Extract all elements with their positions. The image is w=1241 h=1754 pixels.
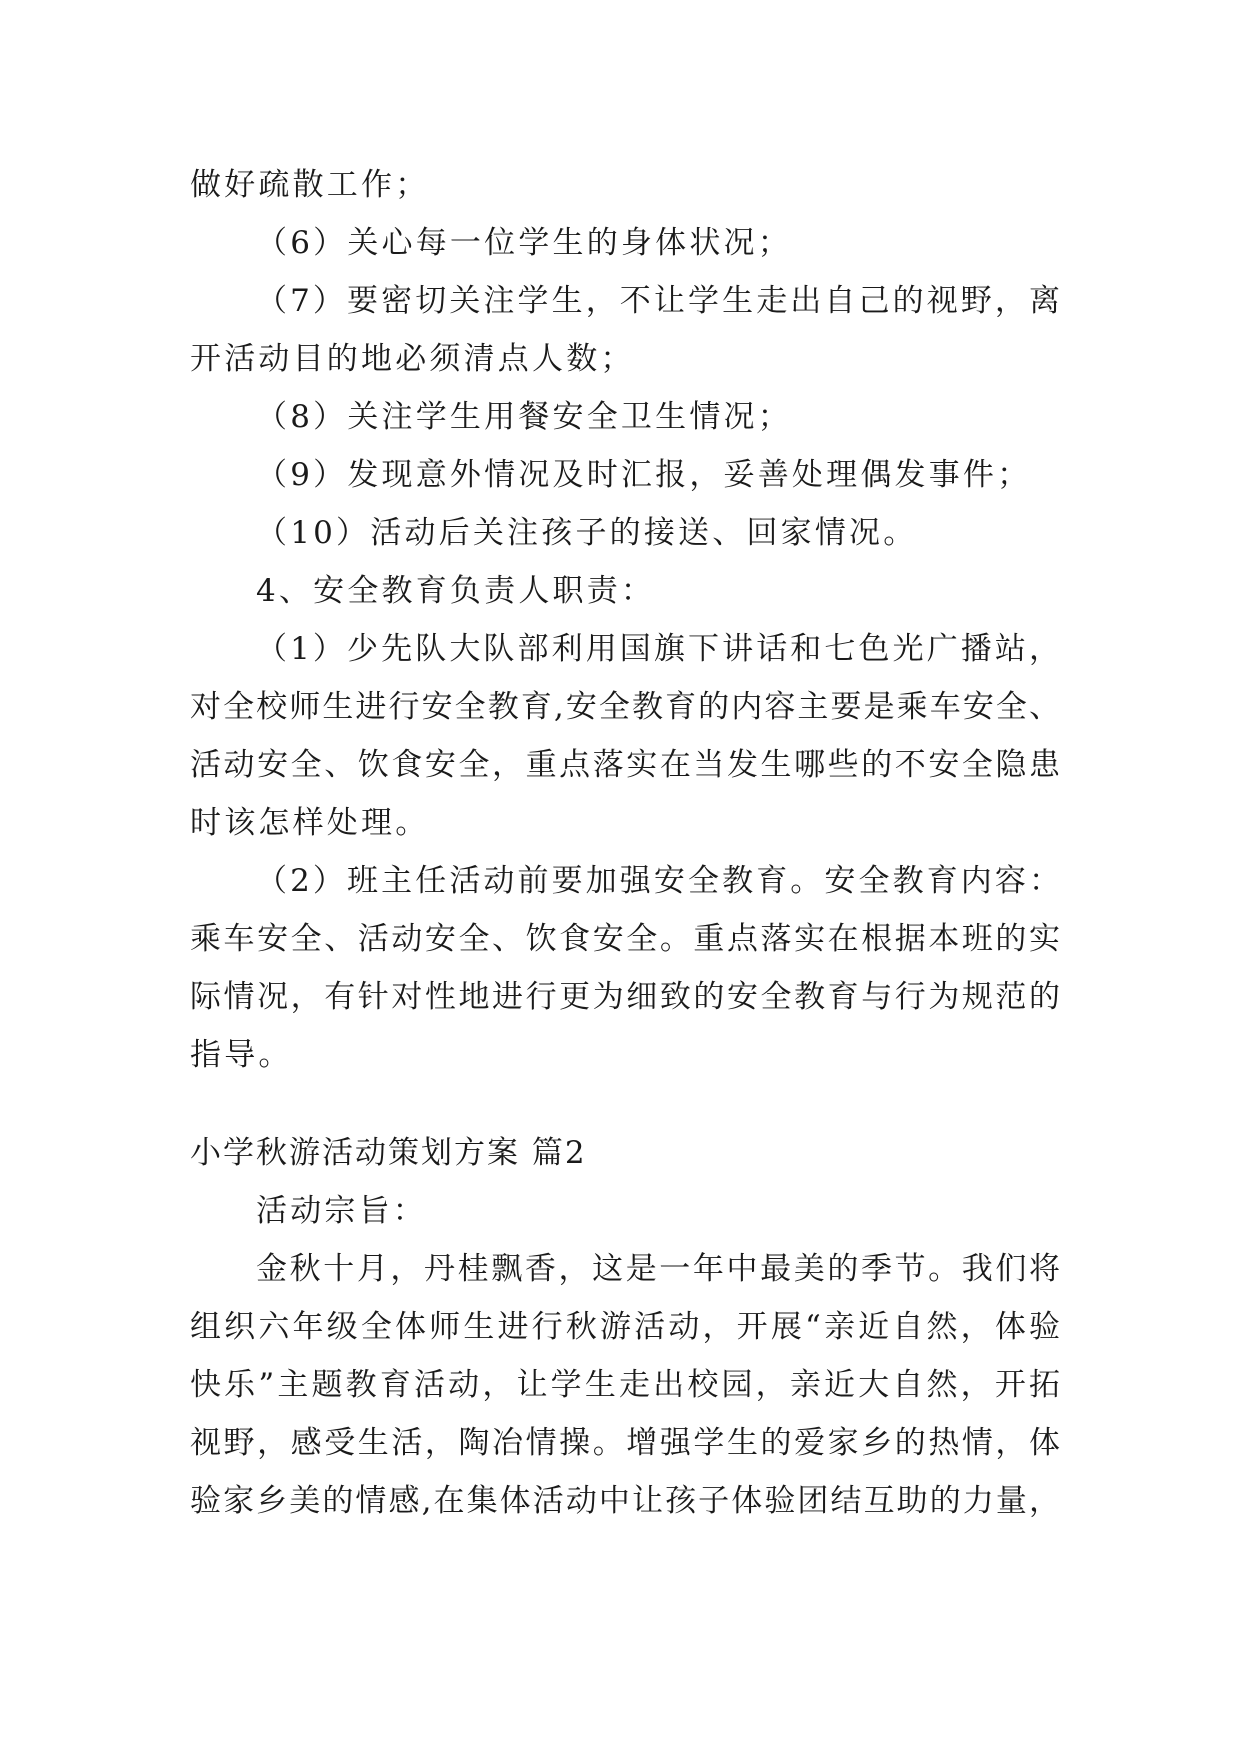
section-heading: 活动宗旨： [256, 1193, 427, 1229]
text-line: 时该怎样处理。 [190, 805, 430, 841]
text-line: 际情况，有针对性地进行更为细致的安全教育与行为规范的 [190, 979, 1060, 1015]
section-heading: 4、安全教育负责人职责： [256, 573, 656, 609]
section-title: 小学秋游活动策划方案 篇2 [190, 1135, 587, 1171]
text-line: 验家乡美的情感,在集体活动中让孩子体验团结互助的力量， [190, 1483, 1060, 1519]
text-line: 乘车安全、活动安全、饮食安全。重点落实在根据本班的实 [190, 921, 1060, 957]
text-line: （6）关心每一位学生的身体状况； [256, 225, 792, 261]
text-line: （10）活动后关注孩子的接送、回家情况。 [256, 515, 918, 551]
text-line: 快乐”主题教育活动，让学生走出校园，亲近大自然，开拓 [190, 1367, 1060, 1403]
text-line: （1）少先队大队部利用国旗下讲话和七色光广播站， [256, 631, 1060, 667]
text-line: 金秋十月，丹桂飘香，这是一年中最美的季节。我们将 [256, 1251, 1060, 1287]
text-line: （9）发现意外情况及时汇报，妥善处理偶发事件； [256, 457, 1032, 493]
text-line: 对全校师生进行安全教育,安全教育的内容主要是乘车安全、 [190, 689, 1060, 725]
text-line: 活动安全、饮食安全，重点落实在当发生哪些的不安全隐患 [190, 747, 1060, 783]
text-line: 视野，感受生活，陶冶情操。增强学生的爱家乡的热情，体 [190, 1425, 1060, 1461]
text-line: （2）班主任活动前要加强安全教育。安全教育内容： [256, 863, 1060, 899]
text-line: （8）关注学生用餐安全卫生情况； [256, 399, 792, 435]
text-line: 指导。 [190, 1037, 293, 1073]
text-line: 组织六年级全体师生进行秋游活动，开展“亲近自然，体验 [190, 1309, 1060, 1345]
text-line: 做好疏散工作； [190, 167, 430, 203]
text-line: 开活动目的地必须清点人数； [190, 341, 635, 377]
text-line: （7）要密切关注学生，不让学生走出自己的视野，离 [256, 283, 1060, 319]
